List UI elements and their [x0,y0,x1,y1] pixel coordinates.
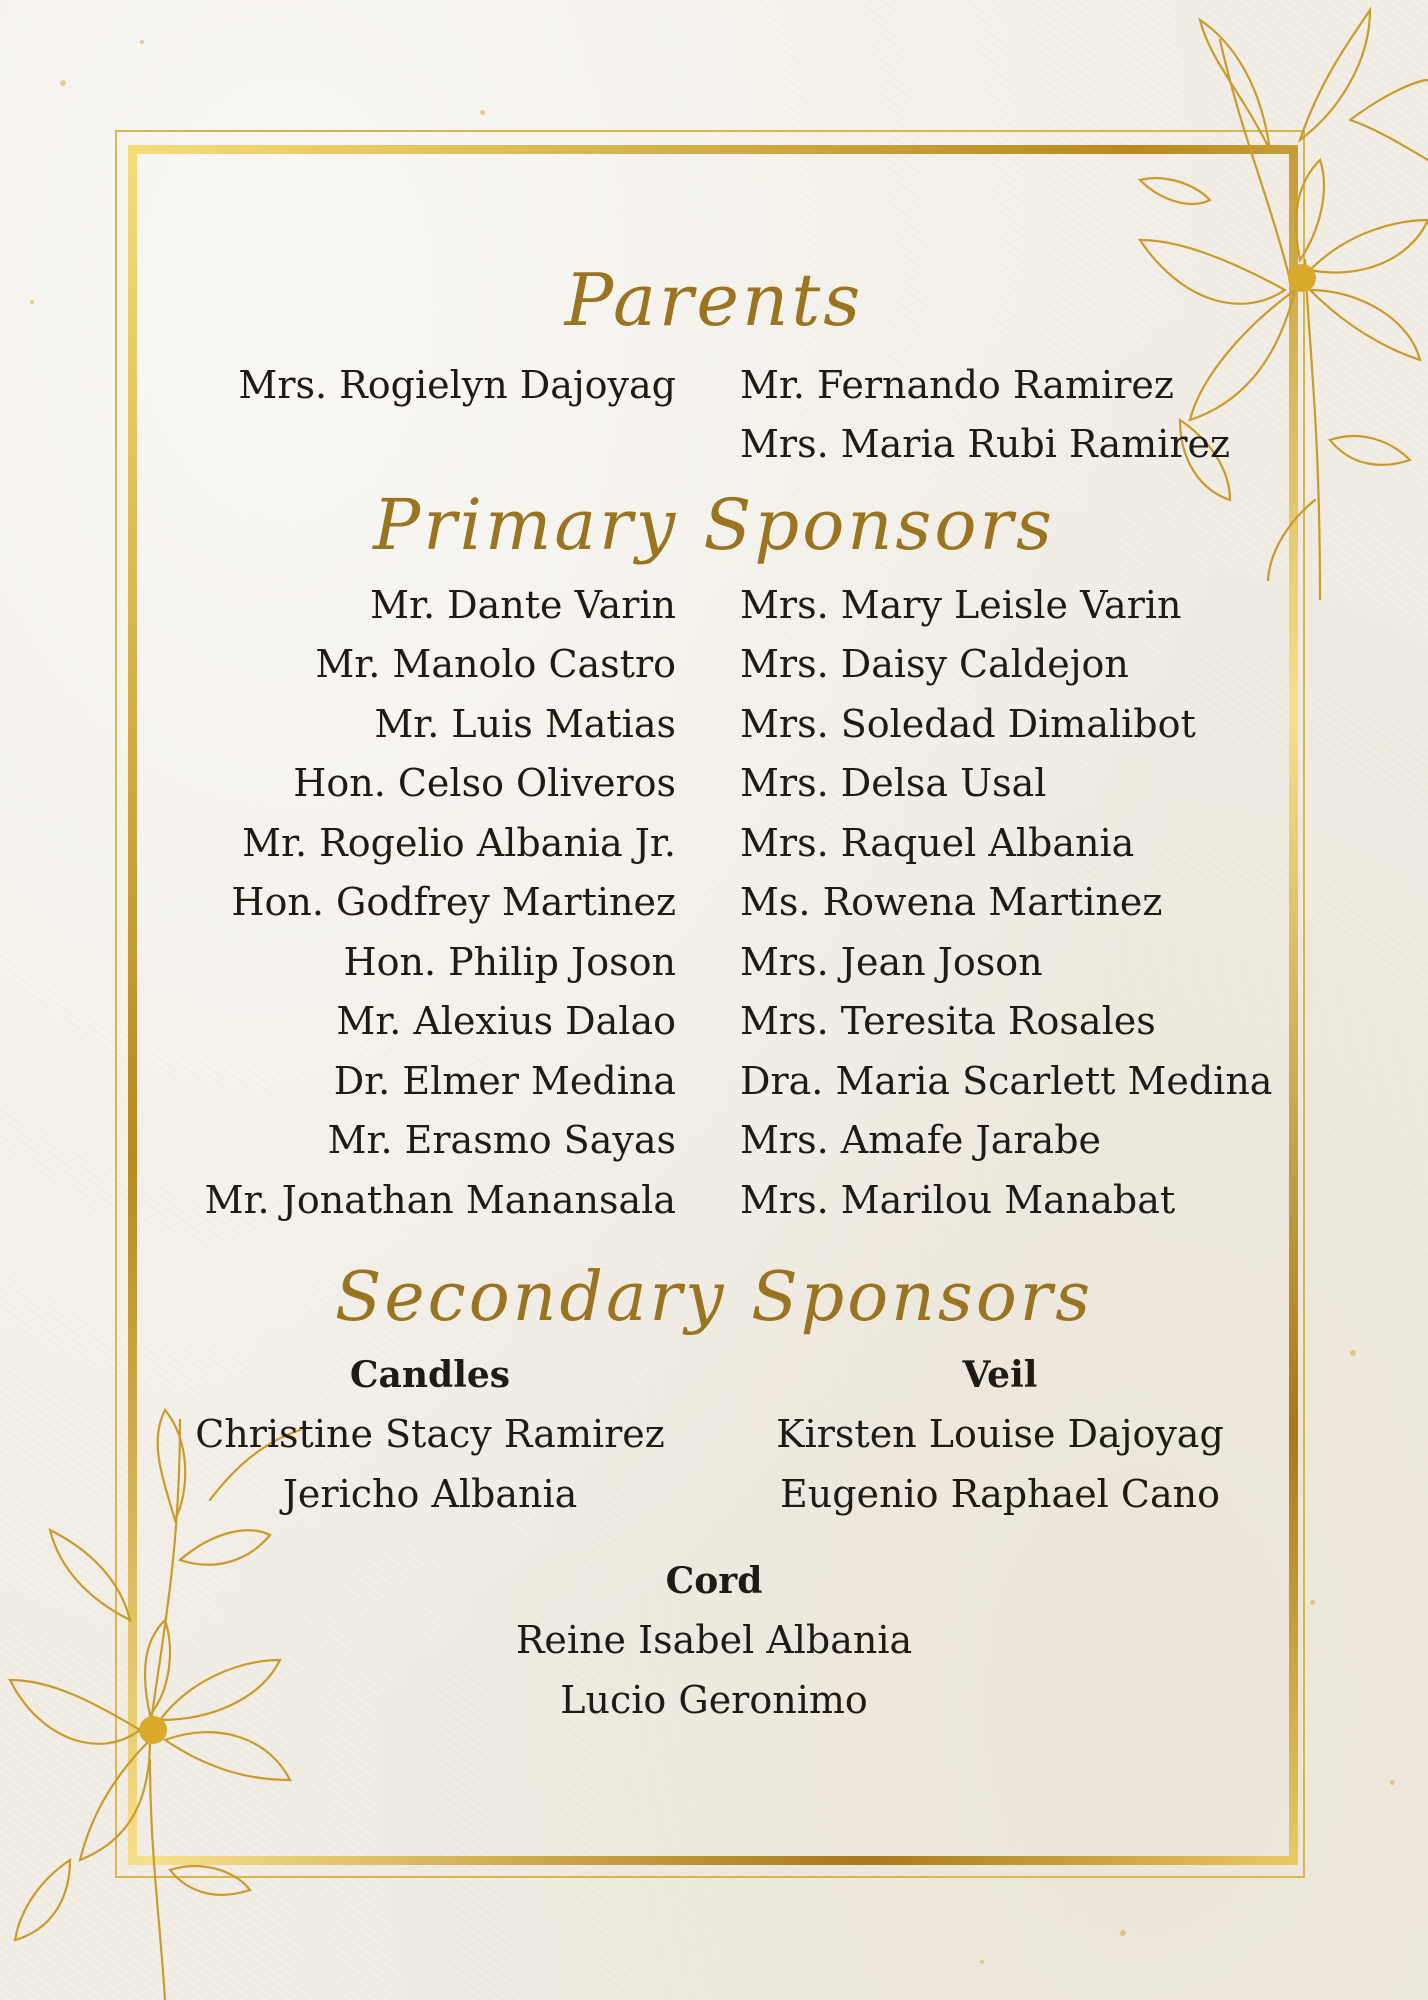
primary-sponsor-female: Mrs. Amafe Jarabe [740,1118,1102,1162]
parent-name: Mrs. Rogielyn Dajoyag [238,363,676,407]
primary-sponsor-male: Mr. Alexius Dalao [336,999,676,1043]
gold-sparkle [1390,1780,1395,1785]
veil-sponsor-name: Eugenio Raphael Cano [779,1472,1220,1516]
primary-sponsor-female: Mrs. Mary Leisle Varin [740,583,1182,627]
cord-sponsor-name: Lucio Geronimo [560,1678,868,1722]
primary-sponsor-male: Mr. Manolo Castro [315,642,676,686]
gold-sparkle [480,110,485,115]
gold-sparkle [1120,1930,1126,1936]
primary-sponsor-female: Mrs. Delsa Usal [740,761,1047,805]
primary-sponsor-male: Hon. Philip Joson [343,940,676,984]
primary-sponsor-female: Mrs. Teresita Rosales [740,999,1156,1043]
cord-sponsor-name: Reine Isabel Albania [515,1618,913,1662]
primary-sponsor-male: Hon. Celso Oliveros [293,761,676,805]
primary-sponsor-male: Mr. Jonathan Manansala [204,1178,676,1222]
primary-sponsor-female: Ms. Rowena Martinez [740,880,1163,924]
primary-sponsor-male: Mr. Luis Matias [374,702,676,746]
primary-sponsor-female: Mrs. Soledad Dimalibot [740,702,1196,746]
primary-sponsor-male: Hon. Godfrey Martinez [231,880,676,924]
primary-sponsor-male: Mr. Rogelio Albania Jr. [242,821,676,865]
primary-sponsor-male: Mr. Dante Varin [370,583,676,627]
primary-sponsors-heading: Primary Sponsors [373,484,1055,566]
gold-sparkle [140,40,144,44]
primary-sponsor-female: Mrs. Raquel Albania [740,821,1135,865]
gold-sparkle [1310,1600,1315,1605]
cord-label: Cord [665,1560,763,1602]
veil-label: Veil [962,1354,1038,1396]
primary-sponsor-female: Dra. Maria Scarlett Medina [740,1059,1273,1103]
candles-sponsor-name: Christine Stacy Ramirez [195,1412,665,1456]
gold-sparkle [1350,1350,1356,1356]
gold-sparkle [980,1960,984,1964]
candles-label: Candles [349,1354,511,1396]
secondary-sponsors-heading: Secondary Sponsors [334,1258,1094,1337]
parent-name: Mrs. Maria Rubi Ramirez [740,422,1230,466]
primary-sponsor-female: Mrs. Marilou Manabat [740,1178,1176,1222]
candles-sponsor-name: Jericho Albania [282,1472,578,1516]
primary-sponsor-male: Dr. Elmer Medina [333,1059,676,1103]
parent-name: Mr. Fernando Ramirez [740,363,1174,407]
parents-heading: Parents [564,258,864,342]
primary-sponsor-female: Mrs. Daisy Caldejon [740,642,1129,686]
veil-sponsor-name: Kirsten Louise Dajoyag [776,1412,1224,1456]
gold-sparkle [60,80,66,86]
primary-sponsor-female: Mrs. Jean Joson [740,940,1043,984]
primary-sponsor-male: Mr. Erasmo Sayas [327,1118,676,1162]
